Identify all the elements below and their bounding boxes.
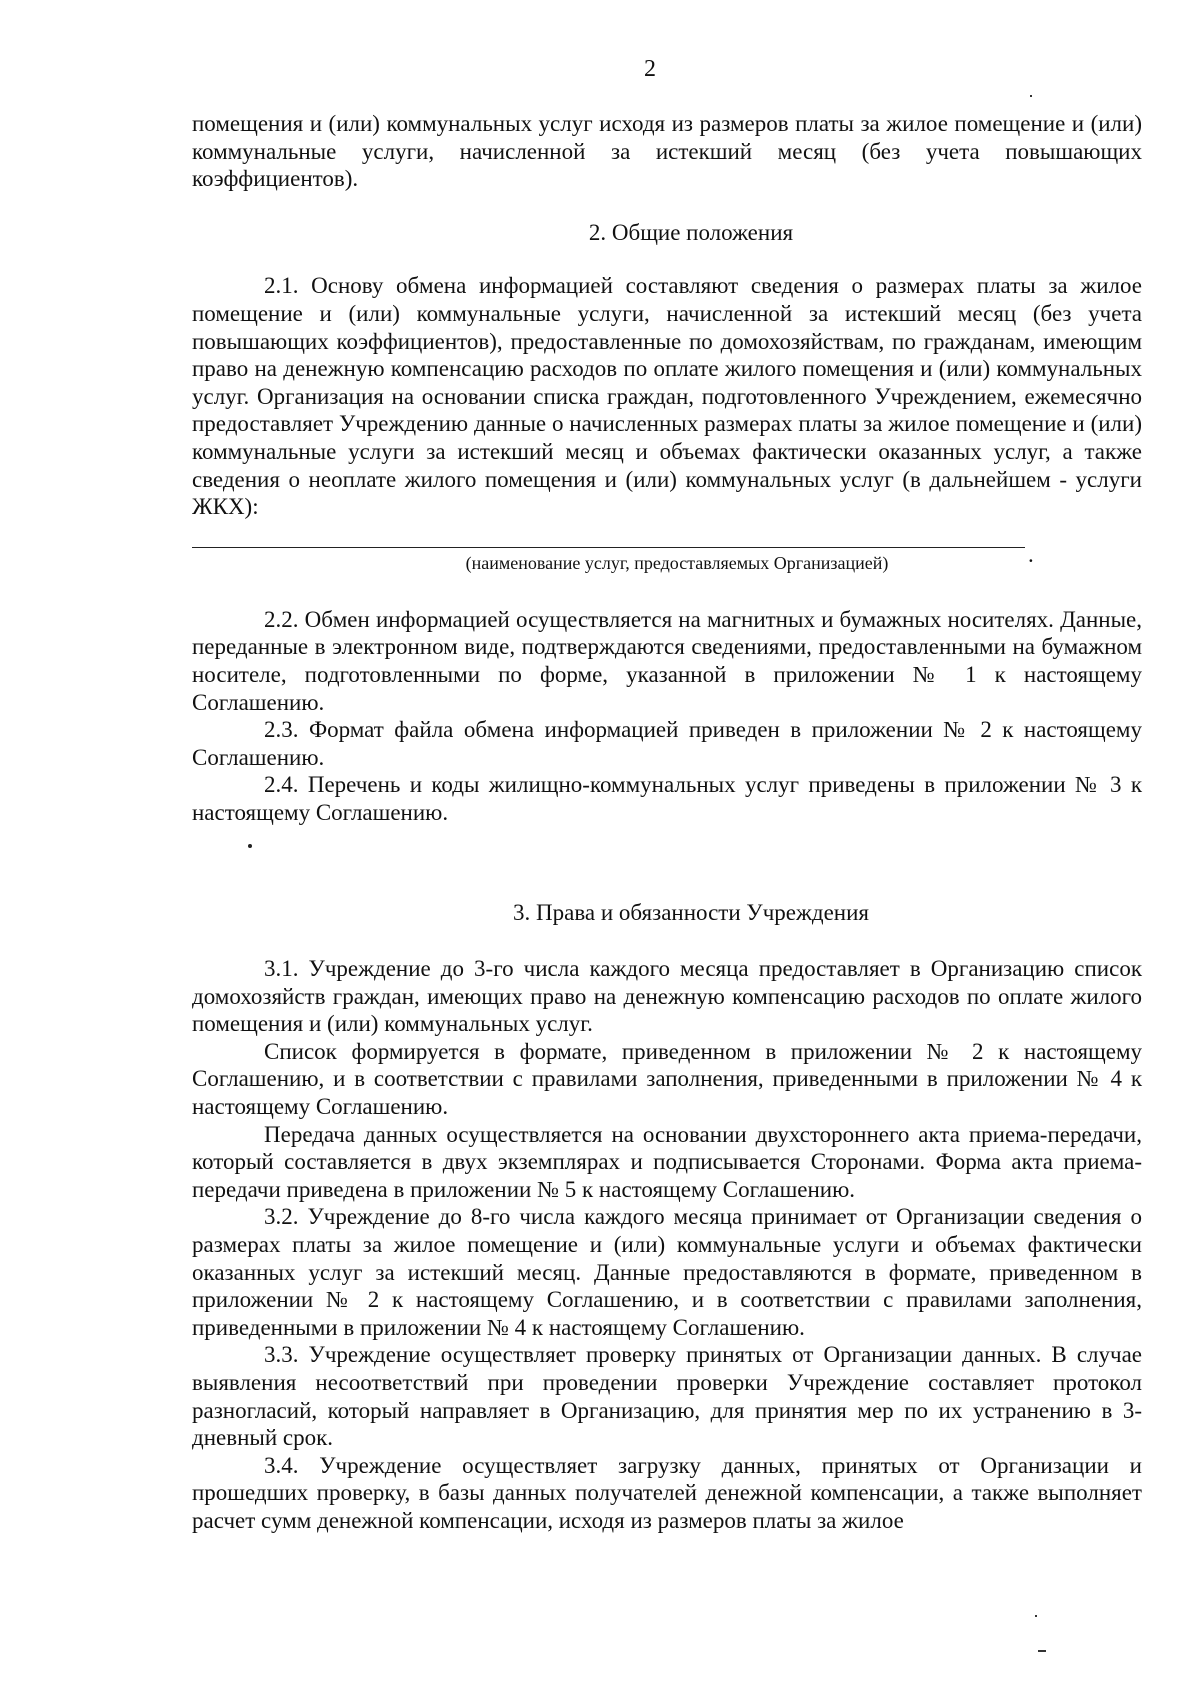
paragraph-2-3: 2.3. Формат файла обмена информацией приведен в приложении № 2 к настоящему Соглашению. (192, 717, 1142, 770)
scan-speck (1035, 1615, 1037, 1617)
fill-in-line (192, 533, 1025, 548)
paragraph-2-2: 2.2. Обмен информацией осуществляется на магнитных и бумажных носителях. Данные, переданные в электронном виде, подтверждаются сведениями, предоставленными на бумажном носителе, подготовленными по форме, указанной в приложении № 1 к настоящему Соглашению. (192, 606, 1142, 715)
paragraph-2-1: 2.1. Основу обмена информацией составляют сведения о размерах платы за жилое помещение и (или) коммунальные услуги, начисленной за истекший месяц (без учета повышающих коэффициентов), предоставленные по домохозяйствам, по гражданам, имеющим право на денежную компенсацию расходов по оплате жилого помещения и (или) коммунальных услуг. Организация на основании списка граждан, подготовленного Учреждением, ежемесячно предоставляет Учреждению данные о начисленных размерах платы за жилое помещение и (или) коммунальные услуги за истекший месяц и объемах фактически оказанных услуг, а также сведения о неоплате жилого помещения и (или) коммунальных услуг (в дальнейшем - услуги ЖКХ): (192, 273, 1142, 520)
paragraph-3-1-transfer: Передача данных осуществляется на основании двухстороннего акта приема-передачи, который составляется в двух экземплярах и подписывается Сторонами. Форма акта приема-передачи приведена в приложении № 5 к настоящему Соглашению. (192, 1121, 1142, 1202)
paragraph-3-3: 3.3. Учреждение осуществляет проверку принятых от Организации данных. В случае выявления несоответствий при проведении проверки Учреждение составляет протокол разногласий, который направляет в Организацию, для принятия мер по их устранению в 3-дневный срок. (192, 1342, 1142, 1451)
stray-dot (248, 844, 252, 848)
fill-in-caption: (наименование услуг, предоставляемых Организацией) (465, 552, 889, 573)
scan-speck (1038, 1650, 1046, 1652)
paragraph-3-2: 3.2. Учреждение до 8-го числа каждого месяца принимает от Организации сведения о размерах платы за жилое помещение и (или) коммунальные услуги и объемах фактически оказанных услуг за истекший месяц. Данные предоставляются в формате, приведенном в приложении № 2 к настоящему Соглашению, и в соответствии с правилами заполнения, приведенными в приложении № 4 к настоящему Соглашению. (192, 1204, 1142, 1340)
paragraph-2-4: 2.4. Перечень и коды жилищно-коммунальных услуг приведены в приложении № 3 к настоящему Соглашению. (192, 772, 1142, 825)
stray-mark-area (192, 826, 1142, 881)
intro-paragraph: помещения и (или) коммунальных услуг исходя из размеров платы за жилое помещение и (или) коммунальные услуги, начисленной за истекший месяц (без учета повышающих коэффициентов). (192, 111, 1142, 192)
paragraph-3-1-list: Список формируется в формате, приведенном в приложении № 2 к настоящему Соглашению, и в соответствии с правилами заполнения, приведенными в приложении № 4 к настоящему Соглашению. (192, 1038, 1142, 1120)
paragraph-3-1: 3.1. Учреждение до 3-го числа каждого месяца предоставляет в Организацию список домохозяйств граждан, имеющих право на денежную компенсацию расходов по оплате жилого помещения и (или) коммунальных услуг. (192, 956, 1142, 1037)
section-2-heading: 2. Общие положения (588, 219, 794, 245)
fill-in-line-end: . (1028, 541, 1034, 567)
section-3-heading: 3. Права и обязанности Учреждения (513, 900, 869, 926)
scan-speck (1030, 95, 1032, 97)
paragraph-3-4: 3.4. Учреждение осуществляет загрузку данных, принятых от Организации и прошедших проверку, в базы данных получателей денежной компенсации, а также выполняет расчет сумм денежной компенсации, исходя из размеров платы за жилое (192, 1452, 1142, 1533)
document-body (192, 110, 1142, 1535)
page-number: 2 (644, 56, 656, 82)
